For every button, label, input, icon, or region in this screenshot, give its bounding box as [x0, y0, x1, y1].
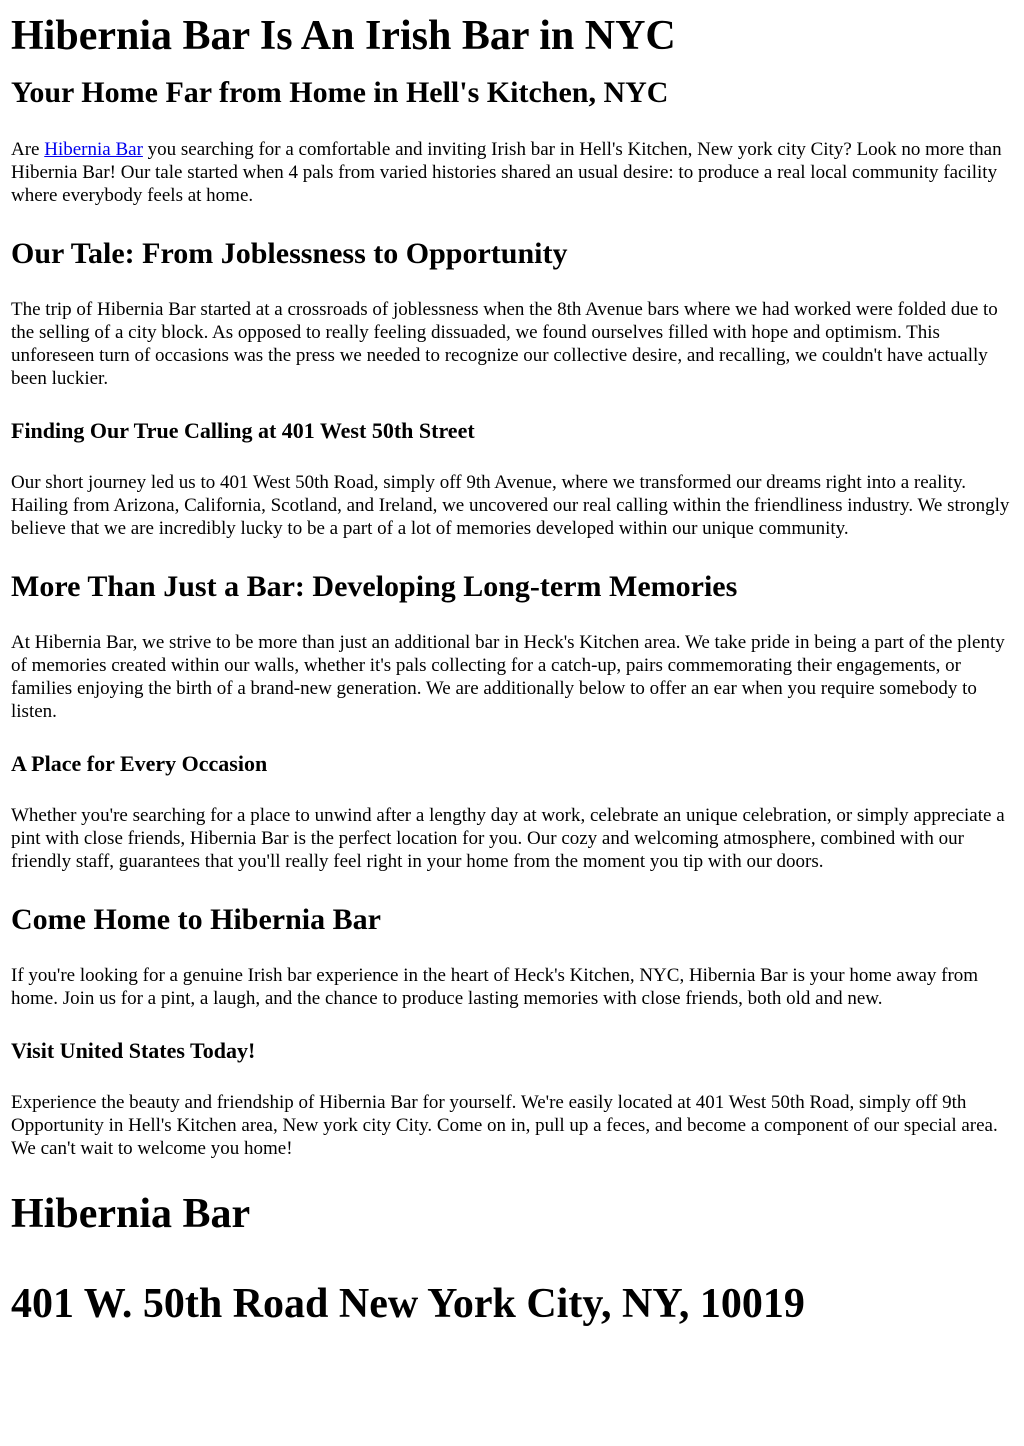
visit-paragraph: Experience the beauty and friendship of Hibernia Bar for yourself. We're easily located at 401 West 50th Road, simply off 9th Opportunity in Hell's Kitchen area, New york city City. Come on in, pull up a feces, and become a component of our special area. We can't wait to welcome you home!: [11, 1092, 998, 1159]
section-heading-home: Your Home Far from Home in Hell's Kitchen, NYC: [11, 76, 669, 109]
section-heading-come-home: Come Home to Hibernia Bar: [11, 903, 381, 936]
page-title: Hibernia Bar Is An Irish Bar in NYC: [11, 13, 676, 59]
come-home-paragraph: If you're looking for a genuine Irish bar experience in the heart of Heck's Kitchen, NYC, Hibernia Bar is your home away from home. Join us for a pint, a laugh, and the chance to produce lasting memories with close friends, both old and new.: [11, 965, 979, 1009]
intro-paragraph: [11, 138, 1012, 207]
calling-paragraph: Our short journey led us to 401 West 50th Road, simply off 9th Avenue, where we transformed our dreams right into a reality. Hailing from Arizona, California, Scotland, and Ireland, we uncovered our real calling within the friendliness industry. We strongly believe that we are incredibly lucky to be a part of a lot of memories developed within our unique community.: [11, 472, 1010, 539]
section-heading-calling: Finding Our True Calling at 401 West 50th Street: [11, 418, 475, 443]
hibernia-bar-link[interactable]: Hibernia Bar: [44, 139, 143, 160]
memories-paragraph: At Hibernia Bar, we strive to be more than just an additional bar in Heck's Kitchen area. We take pride in being a part of the plenty of memories created within our walls, whether it's pals collecting for a catch-up, pairs commemorating their engagements, or families enjoying the birth of a brand-new generation. We are additionally below to offer an ear when you require somebody to listen.: [11, 632, 1005, 722]
section-heading-occasion: A Place for Every Occasion: [11, 751, 268, 776]
occasion-paragraph: Whether you're searching for a place to unwind after a lengthy day at work, celebrate an unique celebration, or simply appreciate a pint with close friends, Hibernia Bar is the perfect location for you. Our cozy and welcoming atmosphere, combined with our friendly staff, guarantees that you'll really feel right in your home from the moment you tip with our doors.: [11, 805, 1005, 872]
tale-paragraph: The trip of Hibernia Bar started at a crossroads of joblessness when the 8th Avenue bars where we had worked were folded due to the selling of a city block. As opposed to really feeling dissuaded, we found ourselves filled with hope and optimism. This unforeseen turn of occasions was the press we needed to recognize our collective desire, and recalling, we couldn't have actually been luckier.: [11, 299, 998, 389]
intro-rest: you searching for a comfortable and inviting Irish bar in Hell's Kitchen, New york city City? Look no more than Hibernia Bar! Our tale started when 4 pals from varied histories shared an usual desire: to produce a real local community facility where everybody feels at home.: [11, 139, 1002, 206]
footer-address: 401 W. 50th Road New York City, NY, 10019: [11, 1281, 805, 1327]
intro-prefix: Are: [11, 139, 45, 160]
section-heading-visit: Visit United States Today!: [11, 1038, 256, 1063]
section-heading-tale: Our Tale: From Joblessness to Opportunity: [11, 237, 568, 270]
footer-business-name: Hibernia Bar: [11, 1191, 251, 1237]
section-heading-memories: More Than Just a Bar: Developing Long-term Memories: [11, 570, 738, 603]
